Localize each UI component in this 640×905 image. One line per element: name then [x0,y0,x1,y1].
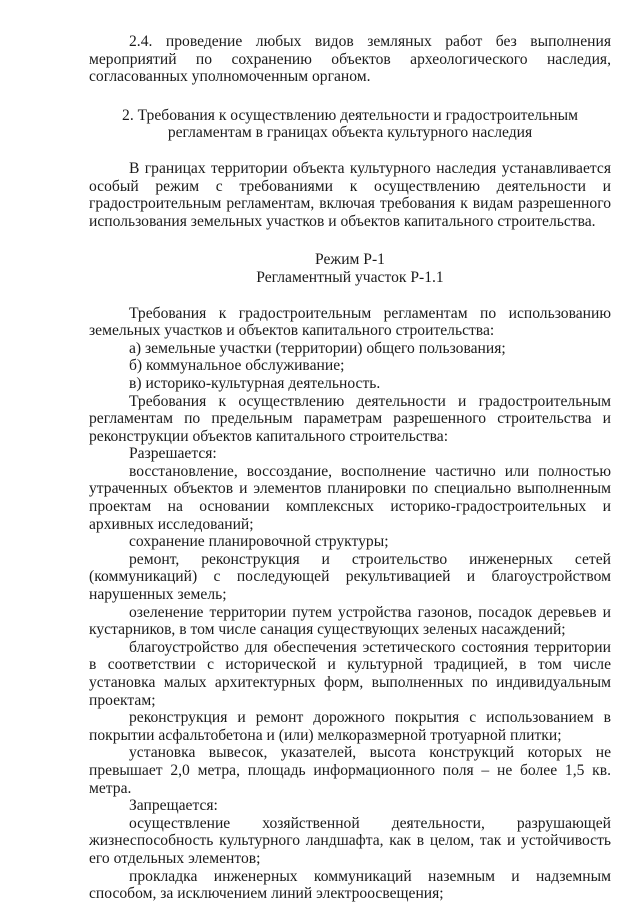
usage-requirements: Требования к градостроительным регламентам по использованию земельных участков и объектов капитального строительства: [89,304,611,340]
forbidden-item: прокладка инженерных коммуникаций наземным и надземным способом, за исключением линий электроосвещения; [89,867,611,903]
section-2-heading-line2: регламентам в границах объекта культурного наследия [167,124,533,142]
usage-item: в) историко-культурная деятельность. [129,374,381,392]
plot-title: Регламентный участок Р-1.1 [256,268,444,286]
section-2-heading-line1: 2. Требования к осуществлению деятельности и градостроительным [122,106,578,124]
item-2-4: 2.4. проведение любых видов земляных работ без выполнения мероприятий по сохранению объектов археологического наследия, согласованных уполномоченным органом. [89,33,611,86]
allowed-item: установка вывесок, указателей, высота конструкций которых не превышает 2,0 метра, площадь информационного поля – не более 1,5 кв. метра. [89,744,611,797]
allowed-label: Разрешается: [129,445,217,463]
usage-item: а) земельные участки (территории) общего пользования; [129,339,506,357]
intro-paragraph: В границах территории объекта культурного наследия устанавливается особый режим с требованиями к осуществлению деятельности и градостроительным регламентам, включая требования к видам разрешенного использования земельных участков и объектов капитального строительства. [89,159,611,230]
allowed-item: восстановление, воссоздание, восполнение частично или полностью утраченных объектов и элементов планировки по специально выполненным проектам на основании комплексных историко-градостроительных и архивных исследований; [89,462,611,533]
forbidden-item: осуществление хозяйственной деятельности, разрушающей жизнеспособность культурного ландшафта, как в целом, так и устойчивость его отдельных элементов; [89,814,611,867]
document-page [89,33,611,903]
allowed-item: сохранение планировочной структуры; [129,533,389,551]
allowed-item: реконструкция и ремонт дорожного покрытия с использованием в покрытии асфальтобетона и (или) мелкоразмерной тротуарной плитки; [89,709,611,744]
mode-title: Режим Р-1 [315,251,385,269]
usage-item: б) коммунальное обслуживание; [129,357,345,375]
forbidden-label: Запрещается: [129,797,218,815]
allowed-item: озеленение территории путем устройства газонов, посадок деревьев и кустарников, в том числе санация существующих зеленых насаждений; [89,603,611,639]
allowed-item: ремонт, реконструкция и строительство инженерных сетей (коммуникаций) с последующей рекультивацией и благоустройством нарушенных земель; [89,550,611,604]
allowed-item: благоустройство для обеспечения эстетического состояния территории в соответствии с исторической и культурной традицией, в том числе установка малых архитектурных форм, выполненных по индивидуальным проектам; [89,638,611,709]
param-requirements: Требования к осуществлению деятельности и градостроительным регламентам по предельным параметрам разрешенного строительства и реконструкции объектов капитального строительства: [89,392,611,445]
